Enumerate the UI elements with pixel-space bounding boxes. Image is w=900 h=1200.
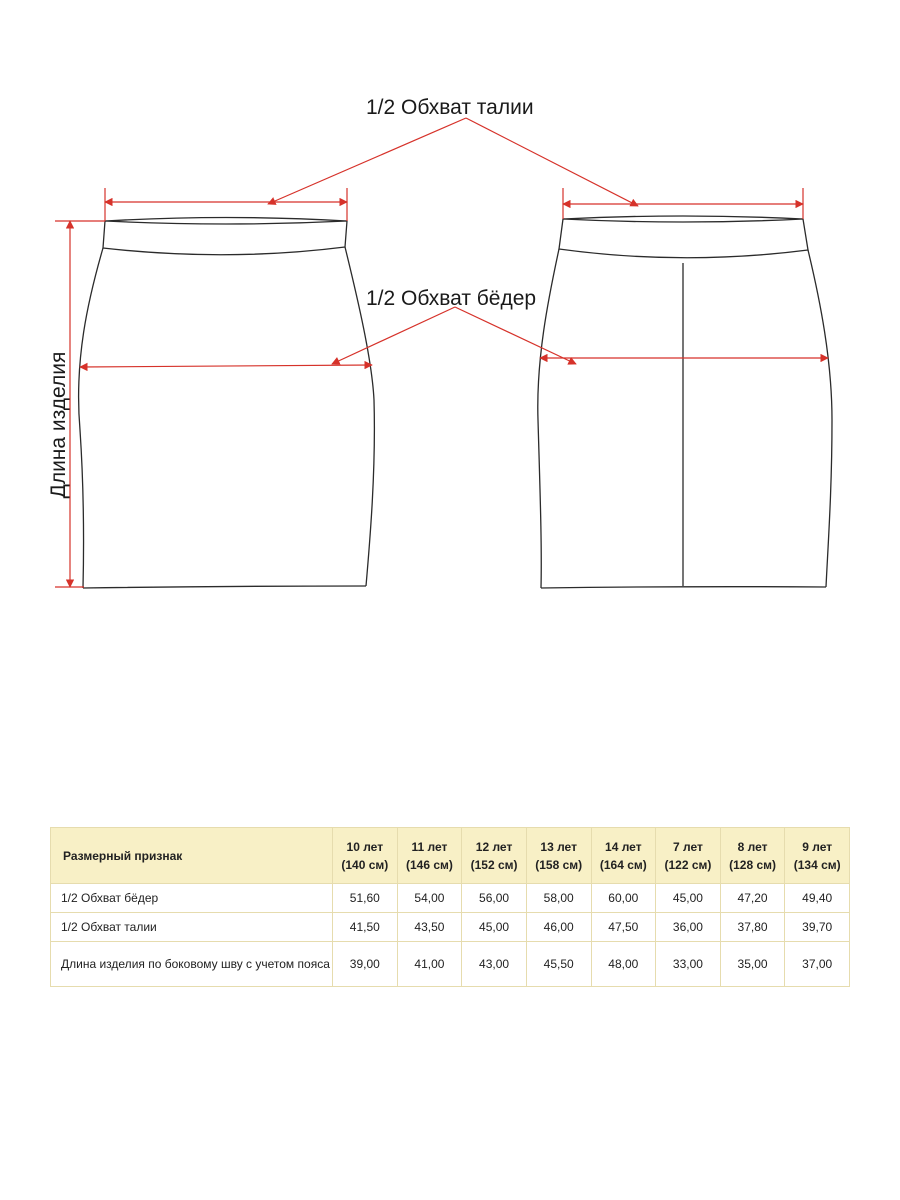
header-age: 12 лет [475, 839, 513, 854]
table-header-row [51, 828, 850, 884]
table-cell: 41,00 [397, 942, 462, 987]
table-cell: 36,00 [656, 913, 721, 942]
header-height: (134 см) [793, 857, 841, 872]
table-cell: 47,20 [720, 884, 785, 913]
table-cell: 33,00 [656, 942, 721, 987]
header-size [333, 828, 398, 884]
table-cell: 43,50 [397, 913, 462, 942]
table-cell: 60,00 [591, 884, 656, 913]
table-cell: 51,60 [333, 884, 398, 913]
table-cell: 43,00 [462, 942, 527, 987]
header-age: 10 лет [346, 839, 384, 854]
table-row [51, 884, 850, 913]
table-cell: 37,00 [785, 942, 850, 987]
table-row [51, 942, 850, 987]
header-size [591, 828, 656, 884]
header-height: (152 см) [470, 857, 518, 872]
label-length: Длина изделия [47, 351, 70, 499]
table-cell: 39,00 [333, 942, 398, 987]
table-cell: 47,50 [591, 913, 656, 942]
row-label: Длина изделия по боковому шву с учетом пояса [51, 942, 333, 987]
header-height: (164 см) [599, 857, 647, 872]
table-cell: 58,00 [526, 884, 591, 913]
front-hem [83, 586, 366, 588]
header-height: (140 см) [341, 857, 389, 872]
back-waistband-top [563, 219, 803, 222]
skirt-back-view [538, 216, 832, 588]
header-size [397, 828, 462, 884]
header-size [526, 828, 591, 884]
header-size [785, 828, 850, 884]
row-label: 1/2 Обхват бёдер [51, 884, 333, 913]
skirt-front-view [79, 218, 375, 589]
measurement-lines [55, 118, 828, 587]
row-label: 1/2 Обхват талии [51, 913, 333, 942]
header-height: (122 см) [664, 857, 712, 872]
size-table [50, 827, 850, 987]
header-age: 11 лет [411, 839, 448, 854]
back-right-side [808, 250, 832, 587]
header-age: 8 лет [737, 839, 768, 854]
table-cell: 48,00 [591, 942, 656, 987]
header-age: 14 лет [605, 839, 642, 854]
table-cell: 35,00 [720, 942, 785, 987]
table-cell: 56,00 [462, 884, 527, 913]
table-cell: 45,00 [462, 913, 527, 942]
header-size-feature: Размерный признак [51, 828, 333, 884]
label-half-waist: 1/2 Обхват талии [366, 96, 534, 119]
front-left-side [79, 248, 103, 588]
table-cell: 54,00 [397, 884, 462, 913]
header-age: 13 лет [540, 839, 577, 854]
header-size [656, 828, 721, 884]
header-height: (128 см) [729, 857, 777, 872]
back-hem [541, 587, 826, 588]
header-age: 9 лет [802, 839, 833, 854]
table-row [51, 913, 850, 942]
header-height: (158 см) [535, 857, 583, 872]
header-height: (146 см) [405, 857, 453, 872]
table-cell: 45,50 [526, 942, 591, 987]
size-table-container [50, 827, 850, 987]
table-cell: 45,00 [656, 884, 721, 913]
front-waistband-top [105, 221, 347, 224]
header-age: 7 лет [673, 839, 703, 854]
table-cell: 39,70 [785, 913, 850, 942]
back-left-side [538, 249, 559, 588]
header-size [462, 828, 527, 884]
table-cell: 37,80 [720, 913, 785, 942]
table-cell: 49,40 [785, 884, 850, 913]
table-cell: 41,50 [333, 913, 398, 942]
table-cell: 46,00 [526, 913, 591, 942]
header-size [720, 828, 785, 884]
label-half-hips: 1/2 Обхват бёдер [366, 287, 537, 310]
